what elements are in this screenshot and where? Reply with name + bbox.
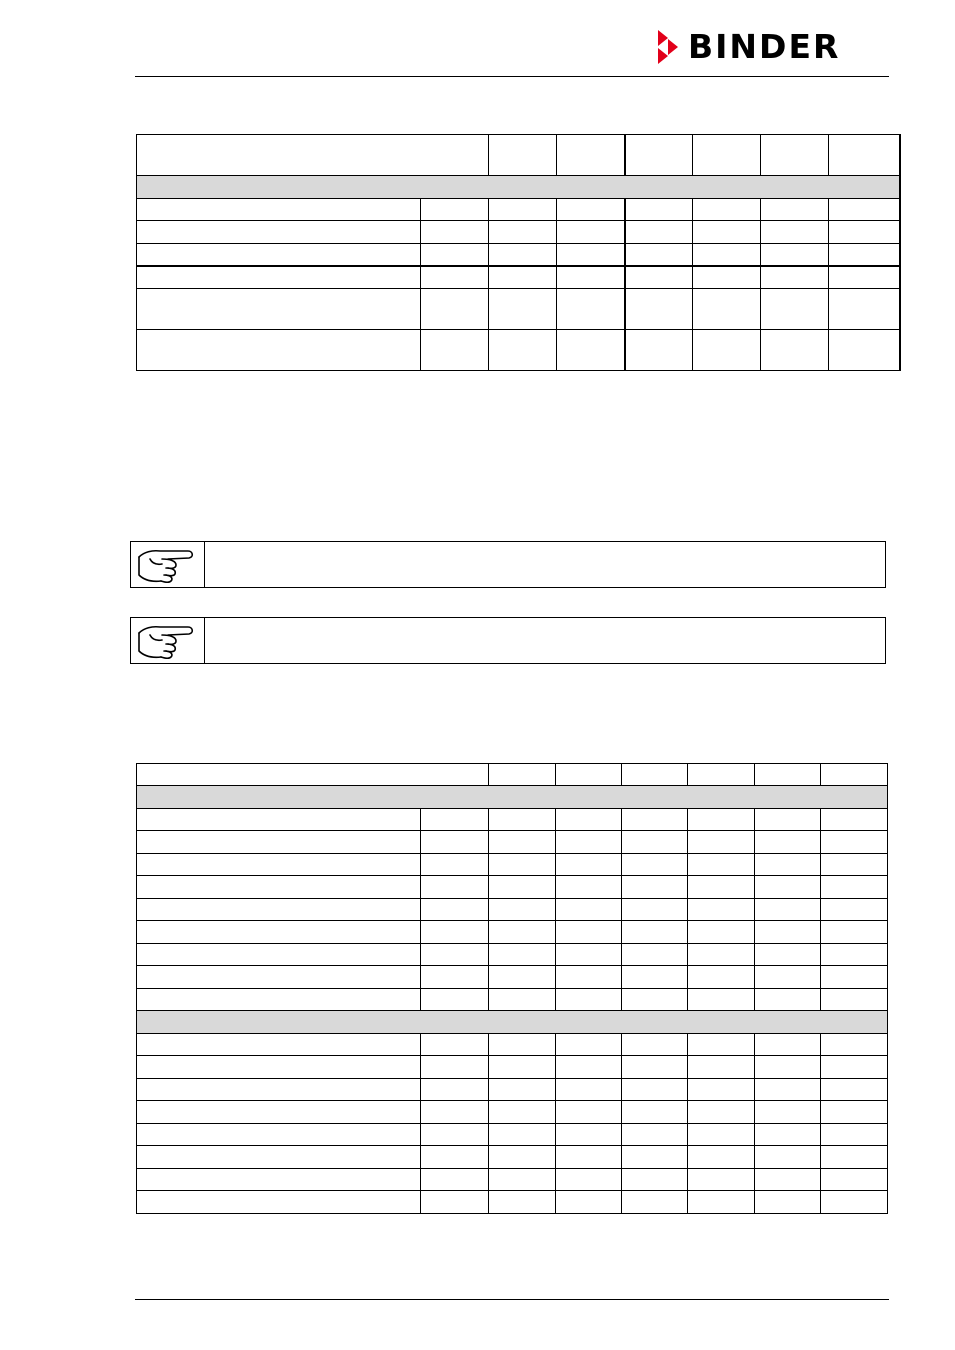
table-cell — [557, 266, 625, 289]
table-cell — [821, 1169, 888, 1191]
table-cell — [622, 1191, 688, 1214]
table-cell — [829, 266, 900, 289]
section-label — [137, 176, 900, 199]
table-cell — [688, 1191, 755, 1214]
row-label — [137, 944, 421, 966]
table-cell — [693, 221, 761, 244]
table-cell — [821, 1124, 888, 1146]
table-cell — [821, 1034, 888, 1056]
section-row — [137, 786, 888, 809]
table-cell — [622, 854, 688, 876]
table-cell — [556, 921, 622, 944]
table-cell — [557, 221, 625, 244]
table-cell — [489, 809, 556, 831]
table-cell — [489, 330, 557, 371]
row-label — [137, 966, 421, 989]
table-row — [137, 1056, 888, 1079]
table-cell — [688, 921, 755, 944]
table-cell — [622, 1034, 688, 1056]
row-label — [137, 831, 421, 854]
table-cell — [489, 1079, 556, 1101]
header-cell — [622, 764, 688, 786]
table-row — [137, 921, 888, 944]
table-cell — [622, 1146, 688, 1169]
table-cell — [625, 330, 693, 371]
table-cell — [489, 221, 557, 244]
table-cell — [556, 854, 622, 876]
table-cell — [625, 289, 693, 330]
binder-logo-mark-icon — [656, 30, 682, 64]
row-label — [137, 221, 421, 244]
table-cell — [489, 921, 556, 944]
table-cell — [557, 244, 625, 266]
note-icon-cell — [131, 618, 205, 663]
table-cell — [755, 989, 821, 1011]
table-cell — [688, 966, 755, 989]
table-header-row — [137, 764, 888, 786]
table-cell — [761, 330, 829, 371]
table-cell — [821, 989, 888, 1011]
header-cell — [688, 764, 755, 786]
table-cell — [556, 1146, 622, 1169]
table-cell — [489, 966, 556, 989]
table-cell — [421, 244, 489, 266]
header-cell — [556, 764, 622, 786]
table-cell — [489, 1101, 556, 1124]
table-cell — [557, 330, 625, 371]
section-row — [137, 1011, 888, 1034]
table-cell — [557, 289, 625, 330]
table-cell — [761, 244, 829, 266]
table-cell — [622, 809, 688, 831]
pointing-hand-icon — [136, 621, 198, 661]
row-label — [137, 899, 421, 921]
row-label — [137, 1146, 421, 1169]
table-cell — [556, 1101, 622, 1124]
table-cell — [556, 966, 622, 989]
table-cell — [421, 921, 489, 944]
table-2 — [136, 763, 888, 1214]
table-cell — [625, 244, 693, 266]
table-cell — [761, 221, 829, 244]
table-cell — [421, 899, 489, 921]
table-cell — [421, 876, 489, 899]
table-cell — [421, 966, 489, 989]
table-cell — [761, 199, 829, 221]
table-cell — [556, 944, 622, 966]
table-cell — [489, 266, 557, 289]
table-cell — [821, 944, 888, 966]
table-cell — [829, 221, 900, 244]
table-cell — [421, 1124, 489, 1146]
table-cell — [625, 199, 693, 221]
table-cell — [421, 1079, 489, 1101]
table-row — [137, 244, 900, 266]
row-label — [137, 1056, 421, 1079]
table-row — [137, 966, 888, 989]
table-cell — [693, 244, 761, 266]
table-cell — [556, 1169, 622, 1191]
header-cell — [557, 135, 625, 176]
row-label — [137, 854, 421, 876]
table-row — [137, 944, 888, 966]
table-row — [137, 221, 900, 244]
table-cell — [755, 854, 821, 876]
table-cell — [556, 876, 622, 899]
table-cell — [556, 1079, 622, 1101]
table-cell — [688, 1034, 755, 1056]
table-cell — [821, 899, 888, 921]
row-label — [137, 1169, 421, 1191]
header-cell — [821, 764, 888, 786]
table-row — [137, 831, 888, 854]
row-label — [137, 921, 421, 944]
table-cell — [829, 244, 900, 266]
header-cell — [693, 135, 761, 176]
table-cell — [556, 1191, 622, 1214]
header-divider — [135, 76, 889, 77]
footer-divider — [135, 1299, 889, 1300]
table-cell — [556, 899, 622, 921]
table-cell — [489, 1034, 556, 1056]
table-cell — [688, 1079, 755, 1101]
table-cell — [821, 854, 888, 876]
table-cell — [821, 876, 888, 899]
section-row — [137, 176, 900, 199]
header-cell — [489, 135, 557, 176]
table-cell — [421, 330, 489, 371]
note-icon-cell — [131, 542, 205, 587]
table-cell — [421, 199, 489, 221]
table-row — [137, 266, 900, 289]
table-cell — [688, 876, 755, 899]
table-cell — [556, 1056, 622, 1079]
row-label — [137, 289, 421, 330]
table-cell — [421, 1191, 489, 1214]
table-cell — [557, 199, 625, 221]
table-cell — [489, 1191, 556, 1214]
table-cell — [421, 989, 489, 1011]
note-box — [130, 617, 886, 664]
table-cell — [821, 1191, 888, 1214]
table-cell — [688, 1169, 755, 1191]
table-cell — [761, 289, 829, 330]
row-label — [137, 1124, 421, 1146]
table-row — [137, 809, 888, 831]
table-cell — [755, 831, 821, 854]
table-cell — [421, 221, 489, 244]
note-box — [130, 541, 886, 588]
table-cell — [693, 266, 761, 289]
table-cell — [622, 876, 688, 899]
table-row — [137, 899, 888, 921]
table-cell — [556, 1034, 622, 1056]
table-cell — [556, 989, 622, 1011]
table-cell — [622, 899, 688, 921]
table-cell — [755, 1079, 821, 1101]
table-header-row — [137, 135, 900, 176]
table-cell — [688, 1146, 755, 1169]
table-cell — [755, 1034, 821, 1056]
table-cell — [688, 1056, 755, 1079]
table-cell — [755, 899, 821, 921]
table-cell — [489, 899, 556, 921]
table-cell — [688, 1101, 755, 1124]
table-cell — [755, 876, 821, 899]
table-cell — [421, 1034, 489, 1056]
table-cell — [829, 289, 900, 330]
table-cell — [489, 876, 556, 899]
row-label — [137, 244, 421, 266]
table-row — [137, 199, 900, 221]
table-cell — [489, 989, 556, 1011]
table-cell — [489, 244, 557, 266]
table-cell — [693, 289, 761, 330]
table-cell — [622, 989, 688, 1011]
table-cell — [755, 966, 821, 989]
table-cell — [755, 1101, 821, 1124]
table-cell — [489, 199, 557, 221]
table-cell — [421, 1169, 489, 1191]
table-cell — [421, 1146, 489, 1169]
header-cell — [625, 135, 693, 176]
row-label — [137, 199, 421, 221]
table-1 — [136, 134, 901, 371]
table-cell — [622, 1101, 688, 1124]
table-cell — [421, 831, 489, 854]
table-cell — [821, 1146, 888, 1169]
table-cell — [556, 831, 622, 854]
table-cell — [755, 1056, 821, 1079]
table-cell — [622, 1079, 688, 1101]
table-cell — [489, 944, 556, 966]
table-cell — [622, 1056, 688, 1079]
row-label — [137, 1191, 421, 1214]
table-row — [137, 1101, 888, 1124]
header-cell — [489, 764, 556, 786]
row-label — [137, 989, 421, 1011]
row-label — [137, 809, 421, 831]
table-cell — [489, 1146, 556, 1169]
table-cell — [688, 1124, 755, 1146]
table-cell — [421, 266, 489, 289]
header-cell — [755, 764, 821, 786]
table-cell — [821, 966, 888, 989]
table-cell — [829, 199, 900, 221]
table-cell — [421, 1056, 489, 1079]
table-row — [137, 876, 888, 899]
table-cell — [693, 330, 761, 371]
table-cell — [829, 330, 900, 371]
table-cell — [421, 854, 489, 876]
table-cell — [821, 809, 888, 831]
row-label — [137, 876, 421, 899]
table-cell — [622, 966, 688, 989]
brand-name: BINDER — [688, 27, 841, 66]
table-cell — [688, 809, 755, 831]
table-cell — [688, 854, 755, 876]
header-cell — [829, 135, 900, 176]
table-cell — [625, 266, 693, 289]
section-label — [137, 786, 888, 809]
table-row — [137, 854, 888, 876]
row-label — [137, 1034, 421, 1056]
table-row — [137, 1169, 888, 1191]
row-label — [137, 1101, 421, 1124]
table-cell — [489, 289, 557, 330]
section-label — [137, 1011, 888, 1034]
table-row — [137, 989, 888, 1011]
table-cell — [489, 1169, 556, 1191]
table-cell — [556, 1124, 622, 1146]
table-cell — [688, 989, 755, 1011]
table-cell — [755, 1124, 821, 1146]
header-cell — [137, 135, 489, 176]
row-label — [137, 330, 421, 371]
table-row — [137, 289, 900, 330]
table-cell — [489, 854, 556, 876]
pointing-hand-icon — [136, 545, 198, 585]
table-cell — [761, 266, 829, 289]
table-cell — [755, 809, 821, 831]
table-cell — [421, 289, 489, 330]
row-label — [137, 1079, 421, 1101]
table-cell — [821, 1056, 888, 1079]
table-cell — [821, 1079, 888, 1101]
header-cell — [137, 764, 489, 786]
table-cell — [688, 899, 755, 921]
table-cell — [556, 809, 622, 831]
table-cell — [421, 944, 489, 966]
table-cell — [489, 1056, 556, 1079]
table-cell — [755, 1169, 821, 1191]
row-label — [137, 266, 421, 289]
table-cell — [688, 831, 755, 854]
table-cell — [622, 1169, 688, 1191]
table-cell — [622, 831, 688, 854]
table-row — [137, 1146, 888, 1169]
table-cell — [421, 1101, 489, 1124]
table-cell — [693, 199, 761, 221]
table-row — [137, 1079, 888, 1101]
table-cell — [622, 944, 688, 966]
table-row — [137, 1034, 888, 1056]
table-cell — [755, 944, 821, 966]
table-cell — [755, 1146, 821, 1169]
table-cell — [821, 1101, 888, 1124]
table-cell — [421, 809, 489, 831]
table-cell — [821, 831, 888, 854]
table-cell — [755, 1191, 821, 1214]
table-row — [137, 1124, 888, 1146]
table-cell — [821, 921, 888, 944]
table-cell — [755, 921, 821, 944]
header-cell — [761, 135, 829, 176]
table-row — [137, 330, 900, 371]
table-row — [137, 1191, 888, 1214]
binder-logo — [656, 27, 888, 66]
table-cell — [489, 1124, 556, 1146]
table-cell — [622, 1124, 688, 1146]
table-cell — [688, 944, 755, 966]
table-cell — [622, 921, 688, 944]
table-cell — [625, 221, 693, 244]
table-cell — [489, 831, 556, 854]
